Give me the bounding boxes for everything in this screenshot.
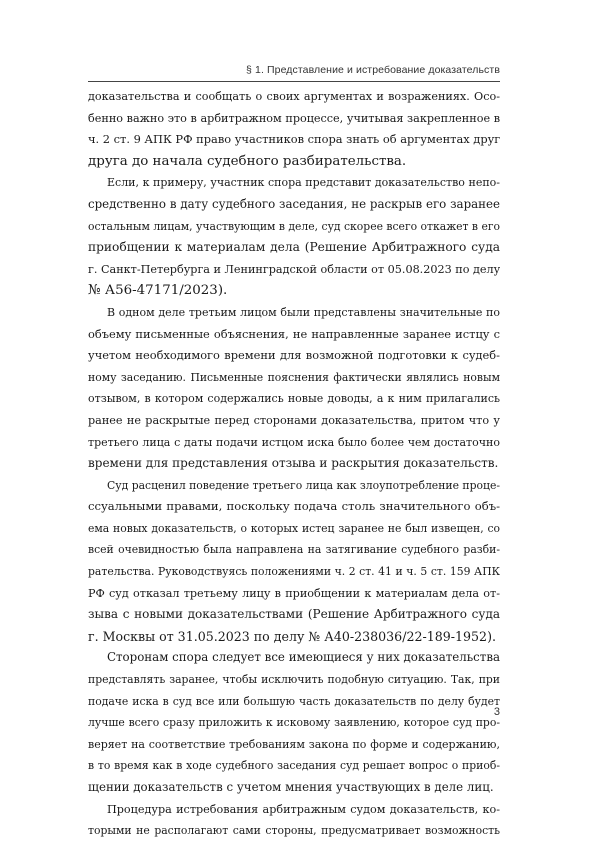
text-line: ранее не раскрытые перед сторонами доказательства, притом что у [88, 413, 500, 427]
text-line: ссуальными правами, поскольку подача столь значительного объ- [88, 499, 500, 514]
text-line: учетом необходимого времени для возможной подготовки к судеб- [88, 348, 500, 363]
text-line: РФ суд отказал третьему лицу в приобщении к материалам дела от- [88, 586, 500, 600]
text-line: представлять заранее, чтобы исключить подобную ситуацию. Так, при [88, 673, 500, 687]
text-line: № А56-47171/2023). [88, 283, 228, 299]
text-line: отзывом, в котором содержались новые доводы, а к ним прилагались [88, 392, 500, 406]
text-line: Процедура истребования арбитражным судом доказательств, ко- [107, 802, 500, 816]
text-line: времени для представления отзыва и раскрытия доказательств. [88, 456, 499, 471]
running-header: § 1. Представление и истребование доказательств [246, 64, 500, 76]
text-line: остальным лицам, участвующим в деле, суд скорее всего откажет в его [88, 219, 500, 233]
text-line: зыва с новыми доказательствами (Решение Арбитражного суда [88, 607, 500, 622]
body-text [88, 86, 500, 842]
text-line: г. Санкт-Петербурга и Ленинградской области от 05.08.2023 по делу [88, 262, 500, 276]
text-line: бенно важно это в арбитражном процессе, учитывая закрепленное в [88, 111, 500, 125]
text-line: торыми не располагают сами стороны, предусматривает возможность [88, 824, 500, 838]
text-line: друга до начала судебного разбирательства. [88, 153, 407, 169]
text-line: Суд расценил поведение третьего лица как злоупотребление проце- [107, 478, 500, 492]
text-line: ема новых доказательств, о которых истец заранее не был извещен, со [88, 521, 500, 535]
text-line: средственно в дату судебного заседания, не раскрыв его заранее [88, 196, 500, 211]
text-line: рательства. Руководствуясь положениями ч. 2 ст. 41 и ч. 5 ст. 159 АПК [88, 565, 500, 579]
page-number: 3 [493, 706, 500, 718]
text-line: Если, к примеру, участник спора представит доказательство непо- [107, 176, 500, 190]
header-rule [88, 81, 500, 82]
text-line: третьего лица с даты подачи истцом иска было более чем достаточно [88, 435, 500, 449]
text-line: лучше всего сразу приложить к исковому заявлению, которое суд про- [88, 716, 500, 730]
text-line: приобщении к материалам дела (Решение Арбитражного суда [88, 240, 500, 255]
text-line: доказательства и сообщать о своих аргументах и возражениях. Осо- [88, 90, 500, 103]
text-line: веряет на соответствие требованиям закона по форме и содержанию, [88, 737, 500, 751]
text-line: Сторонам спора следует все имеющиеся у них доказательства [107, 650, 500, 665]
text-line: щении доказательств с учетом мнения участвующих в деле лиц. [88, 780, 494, 794]
text-line: В одном деле третьим лицом были представлены значительные по [107, 305, 500, 319]
text-line: объему письменные объяснения, не направленные заранее истцу с [88, 326, 500, 341]
text-line: всей очевидностью была направлена на затягивание судебного разби- [88, 543, 500, 557]
text-line: ч. 2 ст. 9 АПК РФ право участников спора знать об аргументах друг [88, 132, 500, 147]
text-line: ному заседанию. Письменные пояснения фактически являлись новым [88, 370, 500, 384]
text-line: в то время как в ходе судебного заседания суд решает вопрос о приоб- [88, 759, 500, 773]
text-line: подаче иска в суд все или большую часть доказательств по делу будет [88, 694, 500, 708]
text-line: г. Москвы от 31.05.2023 по делу № А40-238036/22-189-1952). [88, 628, 496, 644]
